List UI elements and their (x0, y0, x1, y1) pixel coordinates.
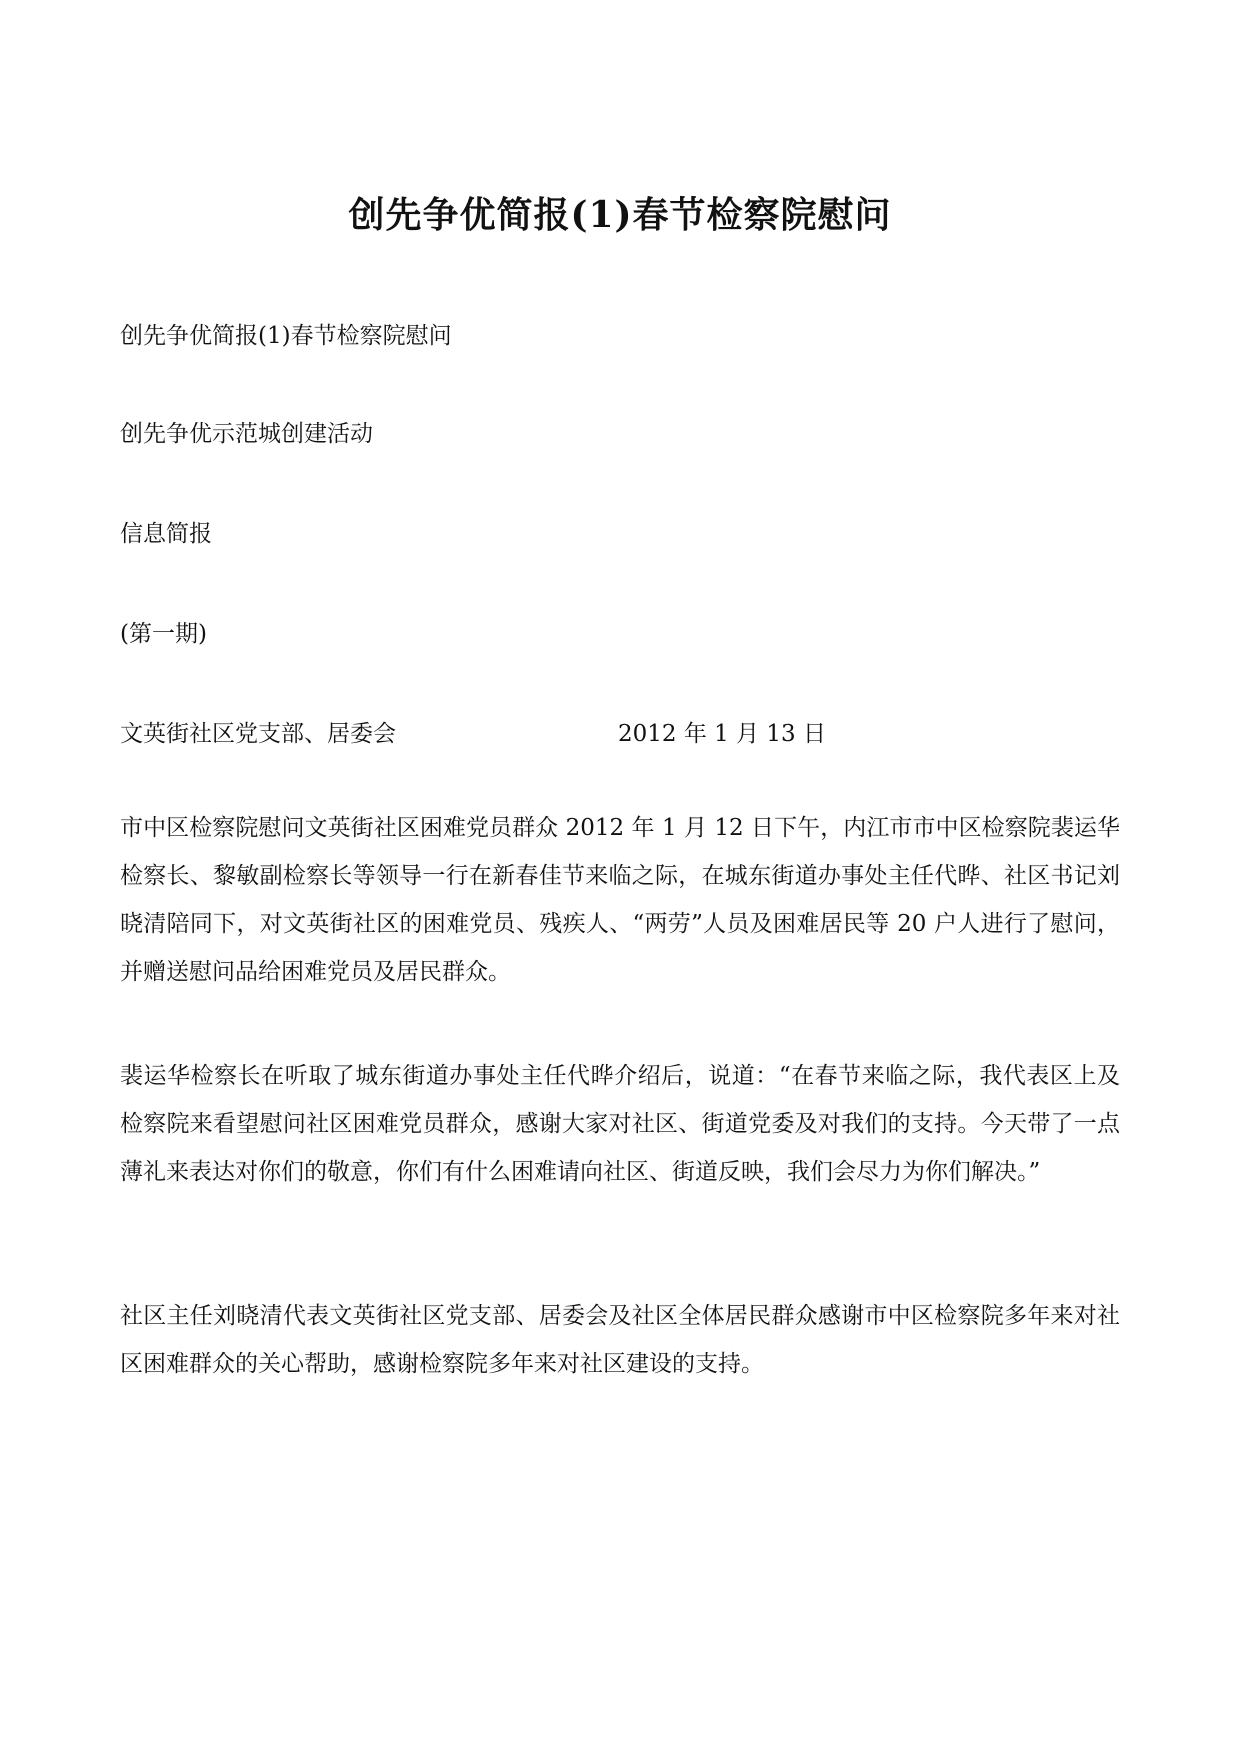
document-title: 创先争优简报(1)春节检察院慰问 (348, 194, 892, 236)
bulletin-name: 信息简报 (120, 521, 212, 547)
activity-name: 创先争优示范城创建活动 (120, 421, 373, 447)
issue-date: 2012 年 1 月 13 日 (618, 721, 826, 747)
paragraph-1: 市中区检察院慰问文英街社区困难党员群众 2012 年 1 月 12 日下午，内江市市中区检察院裴运华检察长、黎敏副检察长等领导一行在新春佳节来临之际，在城东街道办事处主任代晔、社区书记刘晓清陪同下，对文英街社区的困难党员、残疾人、“两劳”人员及困难居民等 20 户人进行了慰问，并赠送慰问品给困难党员及居民群众。 (120, 815, 1120, 985)
issue-number: (第一期) (120, 621, 207, 647)
document-subtitle: 创先争优简报(1)春节检察院慰问 (120, 323, 452, 349)
issuing-organization: 文英街社区党支部、居委会 (120, 721, 396, 747)
paragraph-3: 社区主任刘晓清代表文英街社区党支部、居委会及社区全体居民群众感谢市中区检察院多年来对社区困难群众的关心帮助，感谢检察院多年来对社区建设的支持。 (120, 1303, 1120, 1377)
paragraph-2: 裴运华检察长在听取了城东街道办事处主任代晔介绍后，说道：“在春节来临之际，我代表区上及检察院来看望慰问社区困难党员群众，感谢大家对社区、街道党委及对我们的支持。今天带了一点薄礼来表达对你们的敬意，你们有什么困难请向社区、街道反映，我们会尽力为你们解决。” (120, 1063, 1120, 1185)
